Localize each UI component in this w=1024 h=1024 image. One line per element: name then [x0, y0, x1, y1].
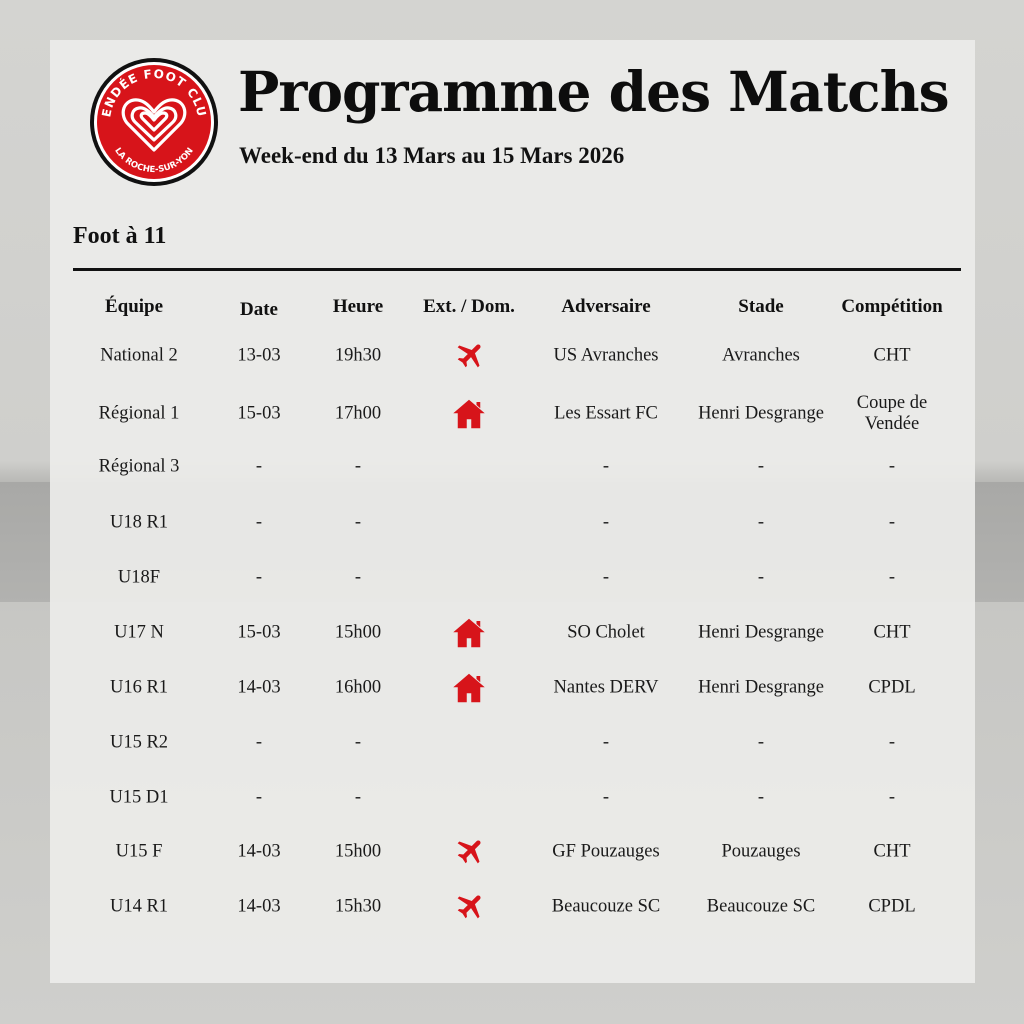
section-divider: [73, 268, 961, 271]
cell-adversaire: -: [602, 456, 610, 477]
cell-date: -: [255, 512, 263, 533]
cell-adversaire: -: [602, 512, 610, 533]
col-header-heure: Heure: [332, 296, 384, 317]
cell-adversaire: US Avranches: [553, 345, 659, 366]
cell-stade: Henri Desgrange: [698, 403, 824, 424]
cell-date: 15-03: [237, 403, 281, 424]
cell-heure: -: [354, 456, 362, 477]
cell-competition: -: [888, 512, 896, 533]
cell-stade: Henri Desgrange: [698, 622, 824, 643]
section-title: Foot à 11: [73, 223, 167, 249]
cell-competition: CPDL: [868, 677, 916, 698]
col-header-competition: Compétition: [841, 296, 943, 317]
cell-stade: -: [757, 732, 765, 753]
cell-stade: -: [757, 456, 765, 477]
cell-heure: -: [354, 787, 362, 808]
cell-equipe: National 2: [100, 345, 178, 366]
cell-heure: 15h00: [334, 841, 382, 862]
cell-date: -: [255, 787, 263, 808]
cell-date: -: [255, 567, 263, 588]
cell-adversaire: Les Essart FC: [554, 403, 658, 424]
cell-competition: Coupe de Vendée: [856, 393, 928, 434]
house-icon: [451, 615, 487, 651]
cell-adversaire: -: [602, 567, 610, 588]
cell-equipe: Régional 3: [98, 456, 180, 477]
col-header-equipe: Équipe: [104, 296, 164, 317]
cell-adversaire: -: [602, 732, 610, 753]
cell-competition: -: [888, 567, 896, 588]
cell-equipe: Régional 1: [98, 403, 180, 424]
cell-stade: Beaucouze SC: [706, 896, 816, 917]
cell-date: -: [255, 456, 263, 477]
cell-adversaire: -: [602, 787, 610, 808]
cell-heure: -: [354, 732, 362, 753]
col-header-stade: Stade: [738, 296, 784, 317]
cell-equipe: U18F: [117, 567, 161, 588]
cell-adversaire: SO Cholet: [567, 622, 645, 643]
cell-stade: Henri Desgrange: [698, 677, 824, 698]
cell-stade: -: [757, 567, 765, 588]
cell-competition: CPDL: [868, 896, 916, 917]
airplane-icon: [451, 338, 487, 374]
house-icon: [451, 670, 487, 706]
logo-text-top: ENDÉE FOOT CLU: [99, 66, 209, 119]
page-title: Programme des Matchs: [238, 59, 949, 124]
cell-date: -: [255, 732, 263, 753]
cell-heure: 15h30: [334, 896, 382, 917]
cell-heure: 16h00: [334, 677, 382, 698]
club-logo: [88, 56, 220, 188]
cell-adversaire: Nantes DERV: [553, 677, 659, 698]
cell-date: 14-03: [237, 841, 281, 862]
page-subtitle: Week-end du 13 Mars au 15 Mars 2026: [239, 143, 625, 168]
cell-competition: CHT: [873, 345, 911, 366]
cell-stade: Pouzauges: [721, 841, 801, 862]
cell-competition: CHT: [873, 622, 911, 643]
cell-adversaire: Beaucouze SC: [551, 896, 661, 917]
cell-heure: 19h30: [334, 345, 382, 366]
cell-equipe: U16 R1: [109, 677, 169, 698]
cell-stade: -: [757, 787, 765, 808]
airplane-icon: [451, 834, 487, 870]
cell-date: 14-03: [237, 677, 281, 698]
cell-equipe: U14 R1: [109, 896, 169, 917]
cell-date: 15-03: [237, 622, 281, 643]
cell-heure: -: [354, 512, 362, 533]
cell-equipe: U15 R2: [109, 732, 169, 753]
cell-heure: -: [354, 567, 362, 588]
cell-stade: Avranches: [722, 345, 800, 366]
col-header-lieu: Ext. / Dom.: [423, 296, 515, 317]
cell-equipe: U15 D1: [109, 787, 169, 808]
col-header-adversaire: Adversaire: [561, 296, 651, 317]
house-icon: [451, 396, 487, 432]
cell-competition: -: [888, 456, 896, 477]
cell-date: 13-03: [237, 345, 281, 366]
cell-adversaire: GF Pouzauges: [552, 841, 660, 862]
cell-competition: -: [888, 732, 896, 753]
cell-competition: -: [888, 787, 896, 808]
cell-competition: CHT: [873, 841, 911, 862]
cell-equipe: U15 F: [115, 841, 163, 862]
cell-heure: 17h00: [334, 403, 382, 424]
logo-text-bottom: LA ROCHE-SUR-YON: [112, 146, 196, 176]
cell-equipe: U18 R1: [109, 512, 169, 533]
cell-date: 14-03: [237, 896, 281, 917]
cell-equipe: U17 N: [114, 622, 164, 643]
cell-stade: -: [757, 512, 765, 533]
airplane-icon: [451, 889, 487, 925]
col-header-date: Date: [240, 299, 278, 320]
cell-heure: 15h00: [334, 622, 382, 643]
